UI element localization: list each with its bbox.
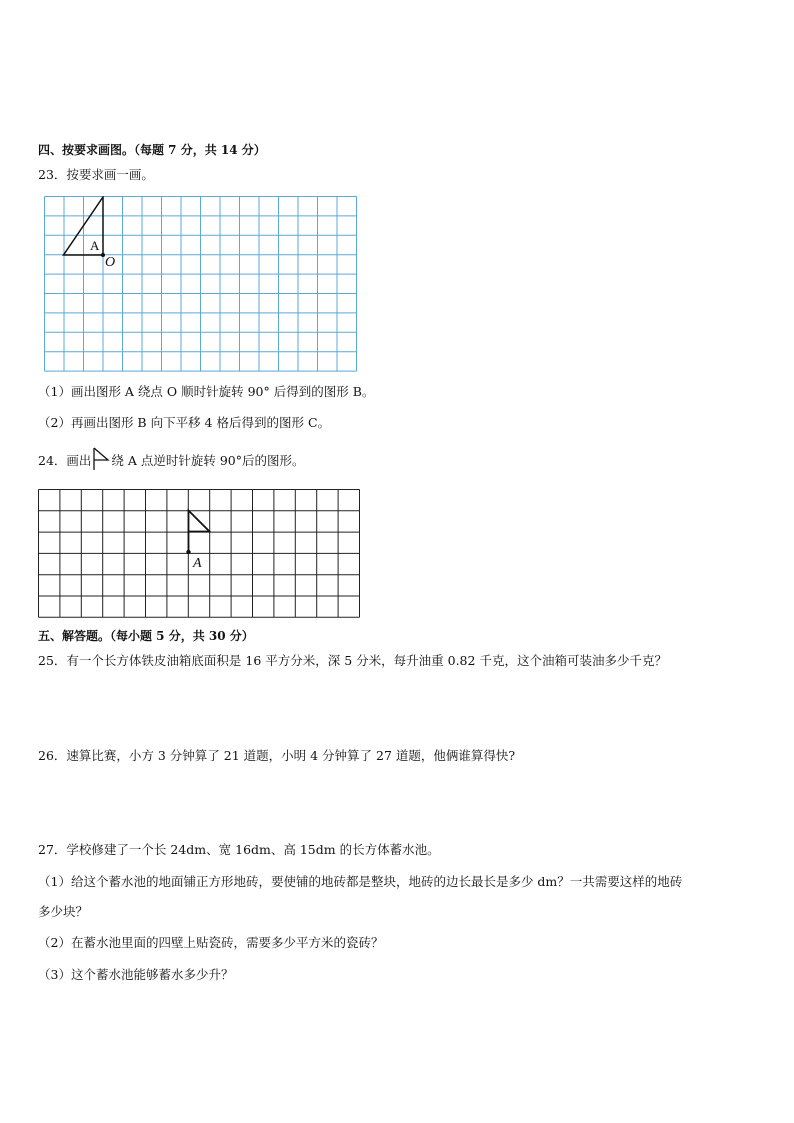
- inline-flag-figure: [91, 453, 111, 469]
- grid-lines: [39, 490, 360, 618]
- point-a: [186, 550, 190, 554]
- flag-figure: [189, 511, 210, 553]
- question-24-prompt: [38, 453, 305, 469]
- question-27-sub-3: （3）这个蓄水池能够蓄水多少升？: [38, 967, 234, 982]
- section-5-title: 五、解答题。（每小题 5 分，共 30 分）: [38, 629, 254, 643]
- question-25: 25．有一个长方体铁皮油箱底面积是 16 平方分米，深 5 分米，每升油重 0.82 千克，这个油箱可装油多少千克？: [38, 653, 667, 668]
- section-4-title: 四、按要求画图。（每题 7 分，共 14 分）: [38, 143, 266, 157]
- question-27-sub-1-line-1: （1）给这个蓄水池的地面铺正方形地砖，要使铺的地砖都是整块，地砖的边长最长是多少 dm？一共需要这样的地砖: [38, 874, 683, 889]
- question-24-grid: [38, 489, 361, 619]
- question-26: 26．速算比赛，小方 3 分钟算了 21 道题，小明 4 分钟算了 27 道题，他俩谁算得快?: [38, 748, 516, 763]
- question-24-prompt-before: 24．画出: [38, 453, 92, 468]
- grid-lines: [45, 197, 357, 372]
- question-24-prompt-after: 绕 A 点逆时针旋转 90°后的图形。: [111, 453, 305, 468]
- question-23-prompt: 23．按要求画一画。: [38, 167, 154, 182]
- question-27-sub-1-line-2: 多少块？: [38, 904, 89, 919]
- question-23-sub-1: （1）画出图形 A 绕点 O 顺时针旋转 90° 后得到的图形 B。: [38, 384, 375, 399]
- question-27-sub-2: （2）在蓄水池里面的四壁上贴瓷砖，需要多少平方米的瓷砖？: [38, 935, 384, 950]
- question-23-grid: [44, 196, 358, 372]
- label-a: A: [90, 238, 100, 253]
- question-23-sub-2: （2）再画出图形 B 向下平移 4 格后得到的图形 C。: [38, 415, 331, 430]
- label-o: O: [105, 255, 116, 270]
- label-a: A: [193, 556, 202, 571]
- question-27: 27．学校修建了一个长 24dm、宽 16dm、高 15dm 的长方体蓄水池。: [38, 842, 440, 857]
